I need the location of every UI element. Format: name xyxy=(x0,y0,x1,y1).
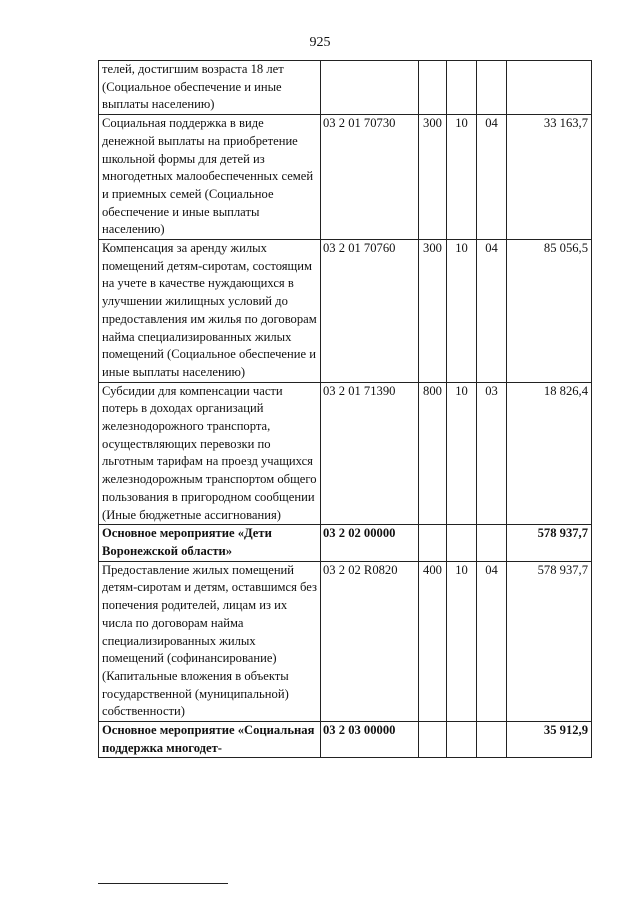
row-pr: 04 xyxy=(477,115,507,240)
row-name: Субсидии для компенсации части потерь в доходах организаций железнодорожного транспорта, осуществляющих перевозки по льготным тарифам на проезд учащихся железнодорожным транспортом общего пользования в пригородном сообщении (Иные бюджетные ассигнования) xyxy=(99,382,321,525)
table-row xyxy=(99,240,592,383)
row-pr: 04 xyxy=(477,240,507,383)
table-row-main-activity xyxy=(99,525,592,561)
table-row xyxy=(99,115,592,240)
row-name: Компенсация за аренду жилых помещений детям-сиротам, состоящим на учете в качестве нуждающихся в улучшении жилищных условий до предоставления им жилья по договорам найма специализированных жилых помещений (Социальное обеспечение и иные выплаты населению) xyxy=(99,240,321,383)
row-code: 03 2 01 70730 xyxy=(321,115,419,240)
table-row xyxy=(99,382,592,525)
row-sum: 18 826,4 xyxy=(507,382,592,525)
budget-table xyxy=(98,60,592,758)
row-rz xyxy=(447,61,477,115)
row-vr: 300 xyxy=(419,115,447,240)
table-row xyxy=(99,61,592,115)
row-code: 03 2 01 71390 xyxy=(321,382,419,525)
row-code: 03 2 01 70760 xyxy=(321,240,419,383)
row-rz: 10 xyxy=(447,115,477,240)
row-sum: 33 163,7 xyxy=(507,115,592,240)
table-row xyxy=(99,561,592,721)
row-sum: 578 937,7 xyxy=(507,561,592,721)
row-sum xyxy=(507,61,592,115)
table-row-main-activity xyxy=(99,722,592,758)
row-sum: 85 056,5 xyxy=(507,240,592,383)
row-name: Предоставление жилых помещений детям-сиротам и детям, оставшимся без попечения родителей, лицам из их числа по договорам найма специализированных жилых помещений (софинансирование) (Капитальные вложения в объекты государственной (муниципальной) собственности) xyxy=(99,561,321,721)
row-pr: 03 xyxy=(477,382,507,525)
row-code: 03 2 02 R0820 xyxy=(321,561,419,721)
row-pr xyxy=(477,722,507,758)
row-name: телей, достигшим возраста 18 лет (Социальное обеспечение и иные выплаты населению) xyxy=(99,61,321,115)
page-number: 925 xyxy=(309,35,331,50)
row-vr xyxy=(419,525,447,561)
row-vr: 400 xyxy=(419,561,447,721)
row-name: Основное мероприятие «Дети Воронежской области» xyxy=(99,525,321,561)
row-vr xyxy=(419,722,447,758)
row-pr: 04 xyxy=(477,561,507,721)
row-code: 03 2 03 00000 xyxy=(321,722,419,758)
row-vr: 300 xyxy=(419,240,447,383)
row-rz: 10 xyxy=(447,561,477,721)
row-rz xyxy=(447,722,477,758)
row-sum: 578 937,7 xyxy=(507,525,592,561)
row-sum: 35 912,9 xyxy=(507,722,592,758)
row-vr xyxy=(419,61,447,115)
row-code: 03 2 02 00000 xyxy=(321,525,419,561)
row-pr xyxy=(477,525,507,561)
row-name: Основное мероприятие «Социальная поддержка многодет- xyxy=(99,722,321,758)
row-rz: 10 xyxy=(447,240,477,383)
row-rz: 10 xyxy=(447,382,477,525)
footnote-rule xyxy=(98,883,228,884)
row-rz xyxy=(447,525,477,561)
row-name: Социальная поддержка в виде денежной выплаты на приобретение школьной формы для детей из многодетных малообеспеченных семей и приемных семей (Социальное обеспечение и иные выплаты населению) xyxy=(99,115,321,240)
row-code xyxy=(321,61,419,115)
row-vr: 800 xyxy=(419,382,447,525)
row-pr xyxy=(477,61,507,115)
